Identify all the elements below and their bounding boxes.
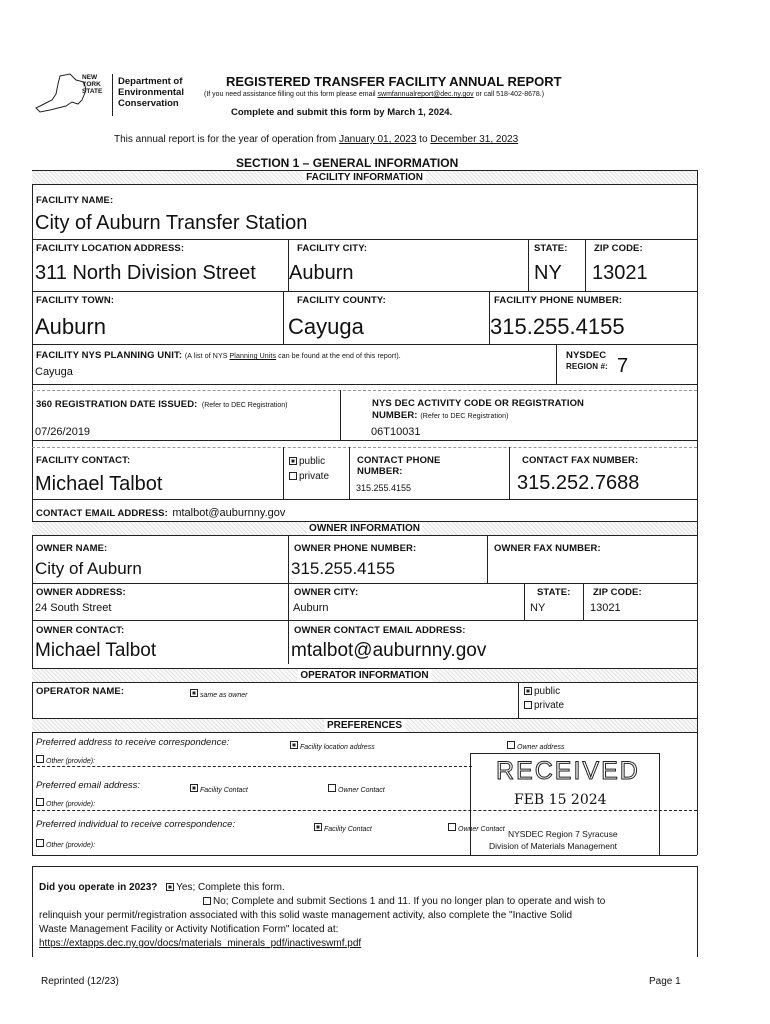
- owner-name-label: OWNER NAME:: [36, 543, 108, 554]
- operator-public-checkbox[interactable]: [524, 687, 532, 695]
- activity-label-b: NUMBER:: [372, 410, 418, 421]
- reg-date-label: [36, 398, 287, 411]
- assist-suffix: or call 518-402-8678.): [473, 91, 545, 98]
- owner-address-field[interactable]: 24 South Street: [35, 602, 112, 614]
- pref-individual-label: Preferred individual to receive correspondence:: [36, 819, 236, 830]
- facility-city-label: FACILITY CITY:: [297, 243, 368, 254]
- facility-county-field[interactable]: Cayuga: [288, 314, 364, 339]
- contact-email-field[interactable]: mtalbot@auburnny.gov: [172, 507, 286, 519]
- pref-email-facility-checkbox[interactable]: [190, 784, 198, 792]
- owner-email-field[interactable]: mtalbot@auburnny.gov: [291, 640, 487, 661]
- reg-date-field[interactable]: 07/26/2019: [35, 426, 91, 438]
- contact-phone-label-b: NUMBER:: [357, 466, 403, 477]
- pref-individual-owner-label: Owner Contact: [458, 826, 505, 833]
- owner-name-field[interactable]: City of Auburn: [35, 559, 142, 578]
- operate-line2: relinquish your permit/registration associated with this solid waste management activity, also complete the "Inactive Solid: [39, 910, 573, 921]
- operate-question-row: [39, 882, 285, 893]
- operate-yes-label: Yes; Complete this form.: [176, 882, 285, 893]
- report-year-line: [114, 134, 518, 145]
- contact-type-group: [289, 454, 329, 484]
- reg-date-label-text: 360 REGISTRATION DATE ISSUED:: [36, 399, 198, 410]
- operate-no-label: No; Complete and submit Sections 1 and 11. If you no longer plan to operate and wish to: [213, 896, 606, 907]
- owner-city-field[interactable]: Auburn: [293, 602, 329, 614]
- pref-email-owner-option: [328, 779, 385, 797]
- pref-email-other-option: [36, 793, 95, 811]
- contact-phone-field[interactable]: 315.255.4155: [356, 483, 412, 493]
- year-from: January 01, 2023: [339, 134, 417, 145]
- operator-type-group: [524, 685, 564, 713]
- reprint-date: Reprinted (12/23): [41, 976, 119, 987]
- region-field[interactable]: 7: [617, 355, 629, 377]
- pref-individual-facility-label: Facility Contact: [324, 826, 372, 833]
- received-stamp-region: NYSDEC Region 7 Syracuse: [508, 829, 618, 839]
- operator-name-label: OPERATOR NAME:: [36, 686, 125, 697]
- contact-phone-label-a: CONTACT PHONE: [357, 455, 441, 466]
- public-checkbox[interactable]: [289, 457, 297, 465]
- pref-individual-other-option: [36, 834, 95, 852]
- owner-contact-label: OWNER CONTACT:: [36, 625, 125, 636]
- pref-address-facility-label: Facility location address: [300, 744, 375, 751]
- operator-private-label: private: [534, 700, 565, 711]
- facility-town-label: FACILITY TOWN:: [36, 295, 115, 306]
- assist-line: [204, 91, 544, 98]
- facility-address-label: FACILITY LOCATION ADDRESS:: [36, 243, 185, 254]
- owner-info-bar: [32, 521, 697, 536]
- operate-question: Did you operate in 2023?: [39, 882, 158, 893]
- activity-code-field[interactable]: 06T10031: [371, 426, 421, 438]
- contact-email-label: CONTACT EMAIL ADDRESS:: [36, 508, 168, 519]
- received-stamp: [470, 753, 658, 854]
- owner-email-label: OWNER CONTACT EMAIL ADDRESS:: [294, 625, 466, 636]
- pref-email-other-label: Other (provide):: [46, 801, 96, 808]
- owner-fax-label: OWNER FAX NUMBER:: [494, 543, 601, 554]
- agency-line-2: Environmental: [118, 87, 184, 98]
- operator-info-heading: OPERATOR INFORMATION: [297, 669, 431, 682]
- pref-individual-other-checkbox[interactable]: [36, 839, 44, 847]
- facility-zip-field[interactable]: 13021: [592, 262, 648, 284]
- pref-address-owner-label: Owner address: [517, 744, 565, 751]
- owner-state-field[interactable]: NY: [530, 602, 546, 614]
- pref-email-owner-label: Owner Contact: [338, 787, 385, 794]
- planning-unit-field[interactable]: Cayuga: [35, 366, 73, 378]
- agency-line-1: Department of: [118, 76, 183, 87]
- public-label: public: [299, 456, 326, 467]
- contact-fax-label: CONTACT FAX NUMBER:: [522, 455, 639, 466]
- facility-county-label: FACILITY COUNTY:: [297, 295, 386, 306]
- facility-name-label: FACILITY NAME:: [36, 195, 114, 206]
- activity-code-label: [372, 398, 584, 423]
- region-label-a: NYSDEC: [566, 350, 607, 361]
- received-stamp-date: FEB 15 2024: [514, 792, 607, 808]
- same-as-owner-label: same as owner: [200, 692, 248, 699]
- facility-state-field[interactable]: NY: [534, 262, 562, 284]
- operate-no-row: [203, 896, 605, 907]
- preferences-bar: [32, 718, 697, 733]
- operator-public-label: public: [534, 686, 561, 697]
- owner-phone-label: OWNER PHONE NUMBER:: [294, 543, 417, 554]
- owner-address-label: OWNER ADDRESS:: [36, 587, 126, 598]
- agency-name: [118, 76, 184, 109]
- year-mid: to: [416, 134, 431, 145]
- private-checkbox[interactable]: [289, 472, 297, 480]
- assist-prefix: (If you need assistance filling out this form please email: [204, 91, 378, 98]
- year-prefix: This annual report is for the year of operation from: [114, 134, 340, 145]
- facility-name-field[interactable]: City of Auburn Transfer Station: [35, 212, 308, 234]
- region-label-b: REGION #:: [566, 362, 608, 371]
- facility-town-field[interactable]: Auburn: [35, 314, 106, 339]
- pref-email-other-checkbox[interactable]: [36, 798, 44, 806]
- planning-note-b: can be found at the end of this report).: [276, 353, 401, 360]
- contact-phone-label: [357, 455, 440, 477]
- section-title: SECTION 1 – GENERAL INFORMATION: [236, 156, 459, 170]
- pref-address-facility-option: [290, 736, 375, 754]
- logo-line-3: STATE: [82, 88, 103, 95]
- pref-individual-facility-option: [314, 818, 372, 836]
- activity-label-a: NYS DEC ACTIVITY CODE OR REGISTRATION: [372, 398, 585, 409]
- submit-deadline: Complete and submit this form by March 1, 2024.: [231, 107, 453, 118]
- facility-zip-label: ZIP CODE:: [594, 243, 643, 254]
- facility-info-bar: [32, 170, 697, 185]
- operator-info-bar: [32, 668, 697, 683]
- facility-city-field[interactable]: Auburn: [289, 262, 354, 284]
- owner-zip-label: ZIP CODE:: [593, 587, 642, 598]
- inactive-form-link[interactable]: https://extapps.dec.ny.gov/docs/materials_minerals_pdf/inactiveswmf.pdf: [39, 938, 362, 949]
- assist-email-link[interactable]: swmfannualreport@dec.ny.gov: [377, 91, 474, 98]
- operate-yes-checkbox[interactable]: [166, 883, 174, 891]
- logo-line-2: YORK: [82, 81, 101, 88]
- logo-line-1: NEW: [82, 74, 98, 81]
- planning-unit-label-text: FACILITY NYS PLANNING UNIT:: [36, 350, 183, 361]
- pref-email-facility-label: Facility Contact: [200, 787, 248, 794]
- owner-state-label: STATE:: [537, 587, 571, 598]
- facility-contact-label: FACILITY CONTACT:: [36, 455, 131, 466]
- planning-unit-label: [36, 350, 401, 361]
- facility-info-heading: FACILITY INFORMATION: [303, 171, 426, 184]
- facility-contact-field[interactable]: Michael Talbot: [35, 473, 163, 495]
- received-stamp-division: Division of Materials Management: [489, 841, 618, 851]
- owner-zip-field[interactable]: 13021: [590, 602, 621, 614]
- pref-email-owner-checkbox[interactable]: [328, 784, 336, 792]
- preferences-heading: PREFERENCES: [324, 719, 405, 732]
- operate-line3: Waste Management Facility or Activity Notification Form" located at:: [39, 924, 339, 935]
- pref-address-other-label: Other (provide):: [46, 758, 96, 765]
- pref-email-facility-option: [190, 779, 248, 797]
- pref-address-facility-checkbox[interactable]: [290, 741, 298, 749]
- region-label: [566, 350, 608, 372]
- pref-address-other-checkbox[interactable]: [36, 755, 44, 763]
- contact-email-row: [36, 503, 285, 521]
- facility-state-label: STATE:: [534, 243, 568, 254]
- pref-individual-owner-checkbox[interactable]: [448, 823, 456, 831]
- same-as-owner-option: [190, 684, 247, 702]
- year-to: December 31, 2023: [430, 134, 519, 145]
- activity-note: (Refer to DEC Registration): [420, 413, 509, 420]
- private-label: private: [299, 471, 330, 482]
- nys-logo: [32, 70, 112, 118]
- owner-info-heading: OWNER INFORMATION: [306, 522, 423, 535]
- pref-address-label: Preferred address to receive correspondence:: [36, 737, 230, 748]
- pref-address-owner-option: [507, 736, 564, 754]
- pref-individual-other-label: Other (provide):: [46, 842, 96, 849]
- received-stamp-text: RECEIVED: [496, 757, 640, 785]
- pref-email-label: Preferred email address:: [36, 780, 141, 791]
- reg-date-note: (Refer to DEC Registration): [201, 402, 288, 409]
- pref-address-owner-checkbox[interactable]: [507, 741, 515, 749]
- planning-note-a: (A list of NYS: [184, 353, 230, 360]
- facility-phone-field[interactable]: 315.255.4155: [490, 314, 625, 339]
- facility-address-field[interactable]: 311 North Division Street: [35, 262, 256, 284]
- contact-fax-field[interactable]: 315.252.7688: [517, 472, 640, 494]
- owner-contact-field[interactable]: Michael Talbot: [35, 640, 157, 661]
- same-as-owner-checkbox[interactable]: [190, 689, 198, 697]
- agency-line-3: Conservation: [118, 98, 179, 109]
- report-title: REGISTERED TRANSFER FACILITY ANNUAL REPORT: [226, 74, 562, 89]
- planning-units-link[interactable]: Planning Units: [229, 353, 277, 360]
- page-number: Page 1: [649, 976, 681, 987]
- facility-phone-label: FACILITY PHONE NUMBER:: [494, 295, 623, 306]
- operate-no-checkbox[interactable]: [203, 897, 211, 905]
- owner-phone-field[interactable]: 315.255.4155: [291, 559, 395, 578]
- operator-private-checkbox[interactable]: [524, 701, 532, 709]
- pref-individual-facility-checkbox[interactable]: [314, 823, 322, 831]
- owner-city-label: OWNER CITY:: [294, 587, 359, 598]
